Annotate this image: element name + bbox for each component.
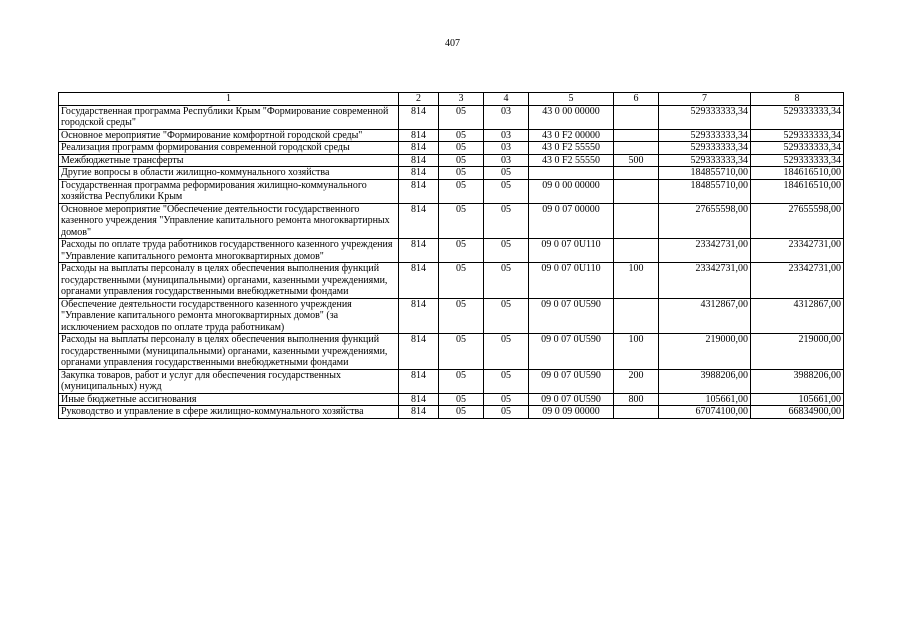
amount-year-1: 105661,00 (659, 393, 751, 406)
column-header: 8 (751, 93, 844, 106)
target-article-code: 09 0 07 0U110 (529, 263, 614, 299)
amount-year-2: 184616510,00 (751, 167, 844, 180)
amount-year-1: 23342731,00 (659, 263, 751, 299)
amount-year-2: 3988206,00 (751, 369, 844, 393)
ministry-code: 814 (399, 105, 439, 129)
budget-table (58, 92, 844, 419)
amount-year-2: 219000,00 (751, 334, 844, 370)
row-name: Основное мероприятие "Обеспечение деятельности государственного казенного учреждения "Управление капитального ремонта многоквартирных домов" (59, 203, 399, 239)
row-name: Государственная программа реформирования жилищно-коммунального хозяйства Республики Крым (59, 179, 399, 203)
ministry-code: 814 (399, 167, 439, 180)
section-code: 05 (439, 263, 484, 299)
expense-type-code (614, 105, 659, 129)
row-name: Расходы на выплаты персоналу в целях обеспечения выполнения функций государственными (муниципальными) органами, казенными учреждениями, органами управления государственными внебюджетными фондами (59, 334, 399, 370)
table-row (59, 203, 844, 239)
subsection-code: 05 (484, 298, 529, 334)
target-article-code: 43 0 F2 55550 (529, 142, 614, 155)
expense-type-code (614, 203, 659, 239)
row-name: Расходы на выплаты персоналу в целях обеспечения выполнения функций государственными (муниципальными) органами, казенными учреждениями, органами управления государственными внебюджетными фондами (59, 263, 399, 299)
target-article-code: 09 0 09 00000 (529, 406, 614, 419)
amount-year-1: 529333333,34 (659, 142, 751, 155)
ministry-code: 814 (399, 393, 439, 406)
section-code: 05 (439, 369, 484, 393)
column-header: 1 (59, 93, 399, 106)
amount-year-1: 184855710,00 (659, 179, 751, 203)
subsection-code: 03 (484, 154, 529, 167)
amount-year-2: 529333333,34 (751, 154, 844, 167)
subsection-code: 05 (484, 406, 529, 419)
ministry-code: 814 (399, 369, 439, 393)
row-name: Закупка товаров, работ и услуг для обеспечения государственных (муниципальных) нужд (59, 369, 399, 393)
table-row (59, 129, 844, 142)
amount-year-2: 529333333,34 (751, 129, 844, 142)
row-name: Основное мероприятие "Формирование комфортной городской среды" (59, 129, 399, 142)
table-row (59, 167, 844, 180)
expense-type-code (614, 179, 659, 203)
target-article-code (529, 167, 614, 180)
table-row (59, 179, 844, 203)
table-row (59, 263, 844, 299)
target-article-code: 43 0 F2 55550 (529, 154, 614, 167)
amount-year-1: 219000,00 (659, 334, 751, 370)
row-name: Реализация программ формирования современной городской среды (59, 142, 399, 155)
amount-year-2: 23342731,00 (751, 239, 844, 263)
target-article-code: 09 0 07 0U590 (529, 393, 614, 406)
subsection-code: 03 (484, 105, 529, 129)
page-number: 407 (445, 38, 460, 49)
expense-type-code (614, 129, 659, 142)
amount-year-2: 4312867,00 (751, 298, 844, 334)
table-row (59, 298, 844, 334)
subsection-code: 03 (484, 142, 529, 155)
target-article-code: 09 0 07 0U590 (529, 334, 614, 370)
amount-year-1: 4312867,00 (659, 298, 751, 334)
amount-year-2: 184616510,00 (751, 179, 844, 203)
amount-year-1: 529333333,34 (659, 129, 751, 142)
section-code: 05 (439, 179, 484, 203)
subsection-code: 05 (484, 239, 529, 263)
expense-type-code: 500 (614, 154, 659, 167)
column-header: 2 (399, 93, 439, 106)
table-row (59, 105, 844, 129)
amount-year-1: 529333333,34 (659, 105, 751, 129)
target-article-code: 09 0 07 0U590 (529, 369, 614, 393)
expense-type-code (614, 298, 659, 334)
table-row (59, 154, 844, 167)
section-code: 05 (439, 154, 484, 167)
section-code: 05 (439, 334, 484, 370)
section-code: 05 (439, 129, 484, 142)
subsection-code: 03 (484, 129, 529, 142)
ministry-code: 814 (399, 239, 439, 263)
section-code: 05 (439, 203, 484, 239)
table-row (59, 239, 844, 263)
section-code: 05 (439, 167, 484, 180)
amount-year-1: 184855710,00 (659, 167, 751, 180)
expense-type-code (614, 167, 659, 180)
section-code: 05 (439, 142, 484, 155)
amount-year-2: 529333333,34 (751, 142, 844, 155)
amount-year-1: 23342731,00 (659, 239, 751, 263)
row-name: Другие вопросы в области жилищно-коммунального хозяйства (59, 167, 399, 180)
amount-year-2: 105661,00 (751, 393, 844, 406)
ministry-code: 814 (399, 298, 439, 334)
subsection-code: 05 (484, 203, 529, 239)
section-code: 05 (439, 298, 484, 334)
ministry-code: 814 (399, 203, 439, 239)
section-code: 05 (439, 406, 484, 419)
section-code: 05 (439, 239, 484, 263)
expense-type-code (614, 142, 659, 155)
row-name: Иные бюджетные ассигнования (59, 393, 399, 406)
subsection-code: 05 (484, 179, 529, 203)
target-article-code: 09 0 07 0U590 (529, 298, 614, 334)
column-header: 3 (439, 93, 484, 106)
row-name: Расходы по оплате труда работников государственного казенного учреждения "Управление капитального ремонта многоквартирных домов" (59, 239, 399, 263)
amount-year-2: 529333333,34 (751, 105, 844, 129)
subsection-code: 05 (484, 393, 529, 406)
expense-type-code: 200 (614, 369, 659, 393)
section-code: 05 (439, 105, 484, 129)
row-name: Обеспечение деятельности государственного казенного учреждения "Управление капитального ремонта многоквартирных домов" (за исключением расходов по оплате труда работникам) (59, 298, 399, 334)
column-header: 6 (614, 93, 659, 106)
section-code: 05 (439, 393, 484, 406)
subsection-code: 05 (484, 263, 529, 299)
table-row (59, 142, 844, 155)
table-row (59, 369, 844, 393)
row-name: Руководство и управление в сфере жилищно-коммунального хозяйства (59, 406, 399, 419)
target-article-code: 43 0 F2 00000 (529, 129, 614, 142)
amount-year-2: 23342731,00 (751, 263, 844, 299)
target-article-code: 09 0 07 0U110 (529, 239, 614, 263)
expense-type-code (614, 406, 659, 419)
ministry-code: 814 (399, 129, 439, 142)
column-header: 7 (659, 93, 751, 106)
expense-type-code: 100 (614, 334, 659, 370)
subsection-code: 05 (484, 334, 529, 370)
amount-year-2: 66834900,00 (751, 406, 844, 419)
ministry-code: 814 (399, 154, 439, 167)
table-header-row (59, 93, 844, 106)
amount-year-1: 3988206,00 (659, 369, 751, 393)
table-row (59, 406, 844, 419)
expense-type-code: 100 (614, 263, 659, 299)
row-name: Межбюджетные трансферты (59, 154, 399, 167)
subsection-code: 05 (484, 167, 529, 180)
ministry-code: 814 (399, 406, 439, 419)
ministry-code: 814 (399, 263, 439, 299)
table-row (59, 334, 844, 370)
amount-year-2: 27655598,00 (751, 203, 844, 239)
row-name: Государственная программа Республики Крым "Формирование современной городской среды" (59, 105, 399, 129)
table-row (59, 393, 844, 406)
subsection-code: 05 (484, 369, 529, 393)
column-header: 4 (484, 93, 529, 106)
expense-type-code: 800 (614, 393, 659, 406)
expense-type-code (614, 239, 659, 263)
target-article-code: 09 0 07 00000 (529, 203, 614, 239)
target-article-code: 09 0 00 00000 (529, 179, 614, 203)
ministry-code: 814 (399, 334, 439, 370)
target-article-code: 43 0 00 00000 (529, 105, 614, 129)
ministry-code: 814 (399, 179, 439, 203)
column-header: 5 (529, 93, 614, 106)
ministry-code: 814 (399, 142, 439, 155)
amount-year-1: 27655598,00 (659, 203, 751, 239)
amount-year-1: 67074100,00 (659, 406, 751, 419)
amount-year-1: 529333333,34 (659, 154, 751, 167)
